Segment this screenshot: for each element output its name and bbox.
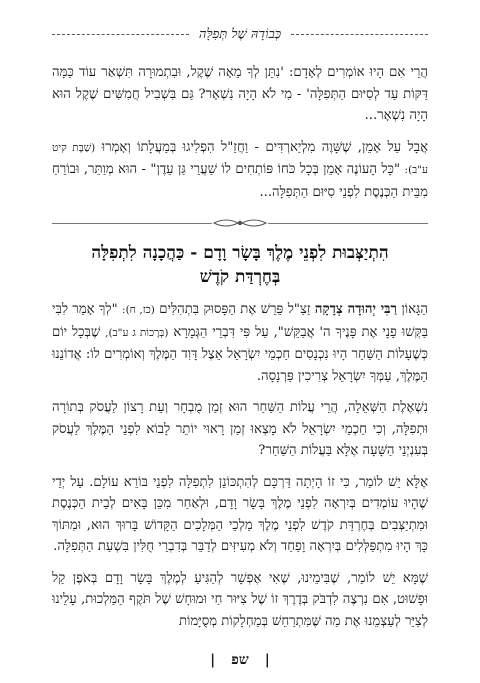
verse-quote: "לְךָ אָמַר לִבִּי בַּקְּשׁוּ פָנָי אֶת פָּנֶיךָ ה' אֲבַקֵּשׁ", עַל פִּי דִּבְרֵי הַגְּמָרָא bbox=[52, 302, 428, 340]
section-divider bbox=[52, 217, 428, 229]
running-header bbox=[52, 24, 428, 44]
header-title: כְּבוֹדָהּ שֶׁל תְּפִלָּה bbox=[198, 27, 282, 42]
paragraph-3 bbox=[52, 299, 428, 387]
section-heading bbox=[52, 241, 428, 289]
footer-bar-left: | bbox=[210, 652, 216, 668]
header-rule-right bbox=[291, 34, 428, 35]
paragraph-5: אֶלָּא יֵשׁ לוֹמַר, כִּי זוֹ הָיְתָה דַּרְכָּם לְהִתְכּוֹנֵן לִתְפִלָּה לִפְנֵי בּוֹרֵא עוֹלָם. עַל יְדֵי שֶׁהָיוּ עוֹמְדִים בְּיִרְאָה לִפְנֵי מֶלֶךְ בָּשָׂר וָדָם, וּלְאַחַר מִכֵּן בָּאִים לְבֵית הַכְּנֶסֶת וּמִתְיַצְּבִים בְּחֶרְדַּת קֹדֶשׁ לִפְנֵי מֶלֶךְ מַלְכֵי הַמְּלָכִים הַקָּדוֹשׁ בָּרוּךְ הוּא, וּמִתּוֹךְ כָּךְ הָיוּ מִתְפַּלְּלִים בְּיִרְאָה וָפַחַד וְלֹא מְעִיזִּים לְדַבֵּר בְּדִבְרֵי חֻלִּין בִּשְׁעַת הַתְּפִלָּה. bbox=[52, 474, 428, 554]
source-reference: (שַׁבָּת קיט ע"ב): bbox=[52, 141, 428, 176]
page-footer bbox=[0, 652, 480, 669]
section-heading-line-2: בְּחֶרְדַּת קֹדֶשׁ bbox=[199, 267, 281, 287]
gemara-reference: (בְּרָכוֹת ג ע"ב), bbox=[105, 326, 169, 339]
paragraph-3-mid: זַצַ"ל פֵּרֵשׁ אֶת הַפָּסוּק בִּתְהִלִּים bbox=[159, 302, 311, 317]
rabbi-name: רַבִּי יְהוּדָה צְדָקָה bbox=[314, 302, 397, 317]
ornament-icon bbox=[212, 217, 268, 229]
page-content bbox=[52, 62, 428, 642]
header-rule-left bbox=[52, 34, 189, 35]
paragraph-2-start: אֲבָל עַל אָמֵן, שֶׁשָּׁוֶה מִלְיַארְדִּים - וַחֲזַ"ל הִפְלִיגוּ בְּמַעֲלָתוֹ וְאָמְרוּ bbox=[101, 139, 429, 155]
paragraph-3-rest: שֶׁבְּכָל יוֹם כְּשֶׁעָלוֹת הַשַּׁחַר הָיוּ נִכְנָסִים חַכְמֵי יִשְׂרָאֵל אֵצֶל דָּוִד הַמֶּלֶךְ וְאוֹמְרִים לוֹ: אֲדוֹנֵנוּ הַמֶּלֶךְ, עַמְּךָ יִשְׂרָאֵל צְרִיכִין פַּרְנָסָה. bbox=[52, 324, 428, 384]
paragraph-2-rest: "כָּל הָעוֹנֶה אָמֵן בְּכָל כֹּחוֹ פּוֹתְחִים לוֹ שַׁעֲרֵי גַּן עֵדֶן" - הוּא מְוַתֵּר, וּבוֹרֵחַ מִבֵּית הַכְּנֶסֶת לִפְנֵי סִיּוּם הַתְּפִלָּה... bbox=[52, 162, 428, 200]
footer-bar-right: | bbox=[264, 652, 270, 668]
paragraph-6: שֶׁמָּא יֵשׁ לוֹמַר, שֶׁבִּימֵינוּ, שֶׁאִי אֶפְשָׁר לְהַגִּיעַ לְמֶלֶךְ בָּשָׂר וָדָם בְּאֹפֶן קַל וּפָשׁוּט, אִם נִרְצֶה לִדְבֹּק בְּדֶרֶךְ זוֹ שֶׁל צִיּוּר חַי וּמוּחָשׁ שֶׁל תֹּקֶף הַמַּלְכוּת, עָלֵינוּ לְצַיֵּר לְעַצְמֵנוּ אֶת מַה שֶּׁמִּתְרַחֵשׁ בְּמַחְלָקוֹת מְסֻיָּמוֹת bbox=[52, 570, 428, 629]
paragraph-1: הֲרֵי אִם הָיוּ אוֹמְרִים לְאָדָם: 'נִתֵּן לְךָ מֵאָה שֶׁקֶל, וּבִתְמוּרָה תִּשְׁאַר עוֹד כַּמָּה דַּקּוֹת עַד לְסִיּוּם הַתְּפִלָּה' - מִי לֹא הָיָה נִשְׁאָר? גַּם בִּשְׁבִיל חֲמִשִּׁים שֶׁקֶל הוּא הָיָה נִשְׁאָר... bbox=[52, 65, 428, 123]
page-number: שפ bbox=[231, 652, 249, 668]
verse-reference: (כז, ח): bbox=[122, 304, 155, 316]
paragraph-2 bbox=[52, 137, 428, 204]
section-heading-line-1: הִתְיַצְּבוּת לִפְנֵי מֶלֶךְ בָּשָׂר וָדָם - כַּהֲכָנָה לִתְפִלָּה bbox=[91, 243, 389, 263]
divider-line-right bbox=[268, 223, 428, 224]
paragraph-3-prefix: הַגָּאוֹן bbox=[401, 302, 428, 317]
divider-line-left bbox=[52, 223, 212, 224]
paragraph-4: נִשְׁאֶלֶת הַשְּׁאֵלָה, הֲרֵי עֲלוֹת הַשַּׁחַר הוּא זְמַן מֻבְחָר וְעֵת רָצוֹן לַעֲסֹק בְּתוֹרָה וּתְפִלָּה, וְכִי חַכְמֵי יִשְׂרָאֵל לֹא מָצְאוּ זְמַן רָאוּי יוֹתֵר לָבוֹא לִפְנֵי הַמֶּלֶךְ לַעֲסֹק בְּעִנְיְנֵי הַשָּׁעָה אֶלָּא בַּעֲלוֹת הַשַּׁחַר? bbox=[52, 400, 428, 458]
